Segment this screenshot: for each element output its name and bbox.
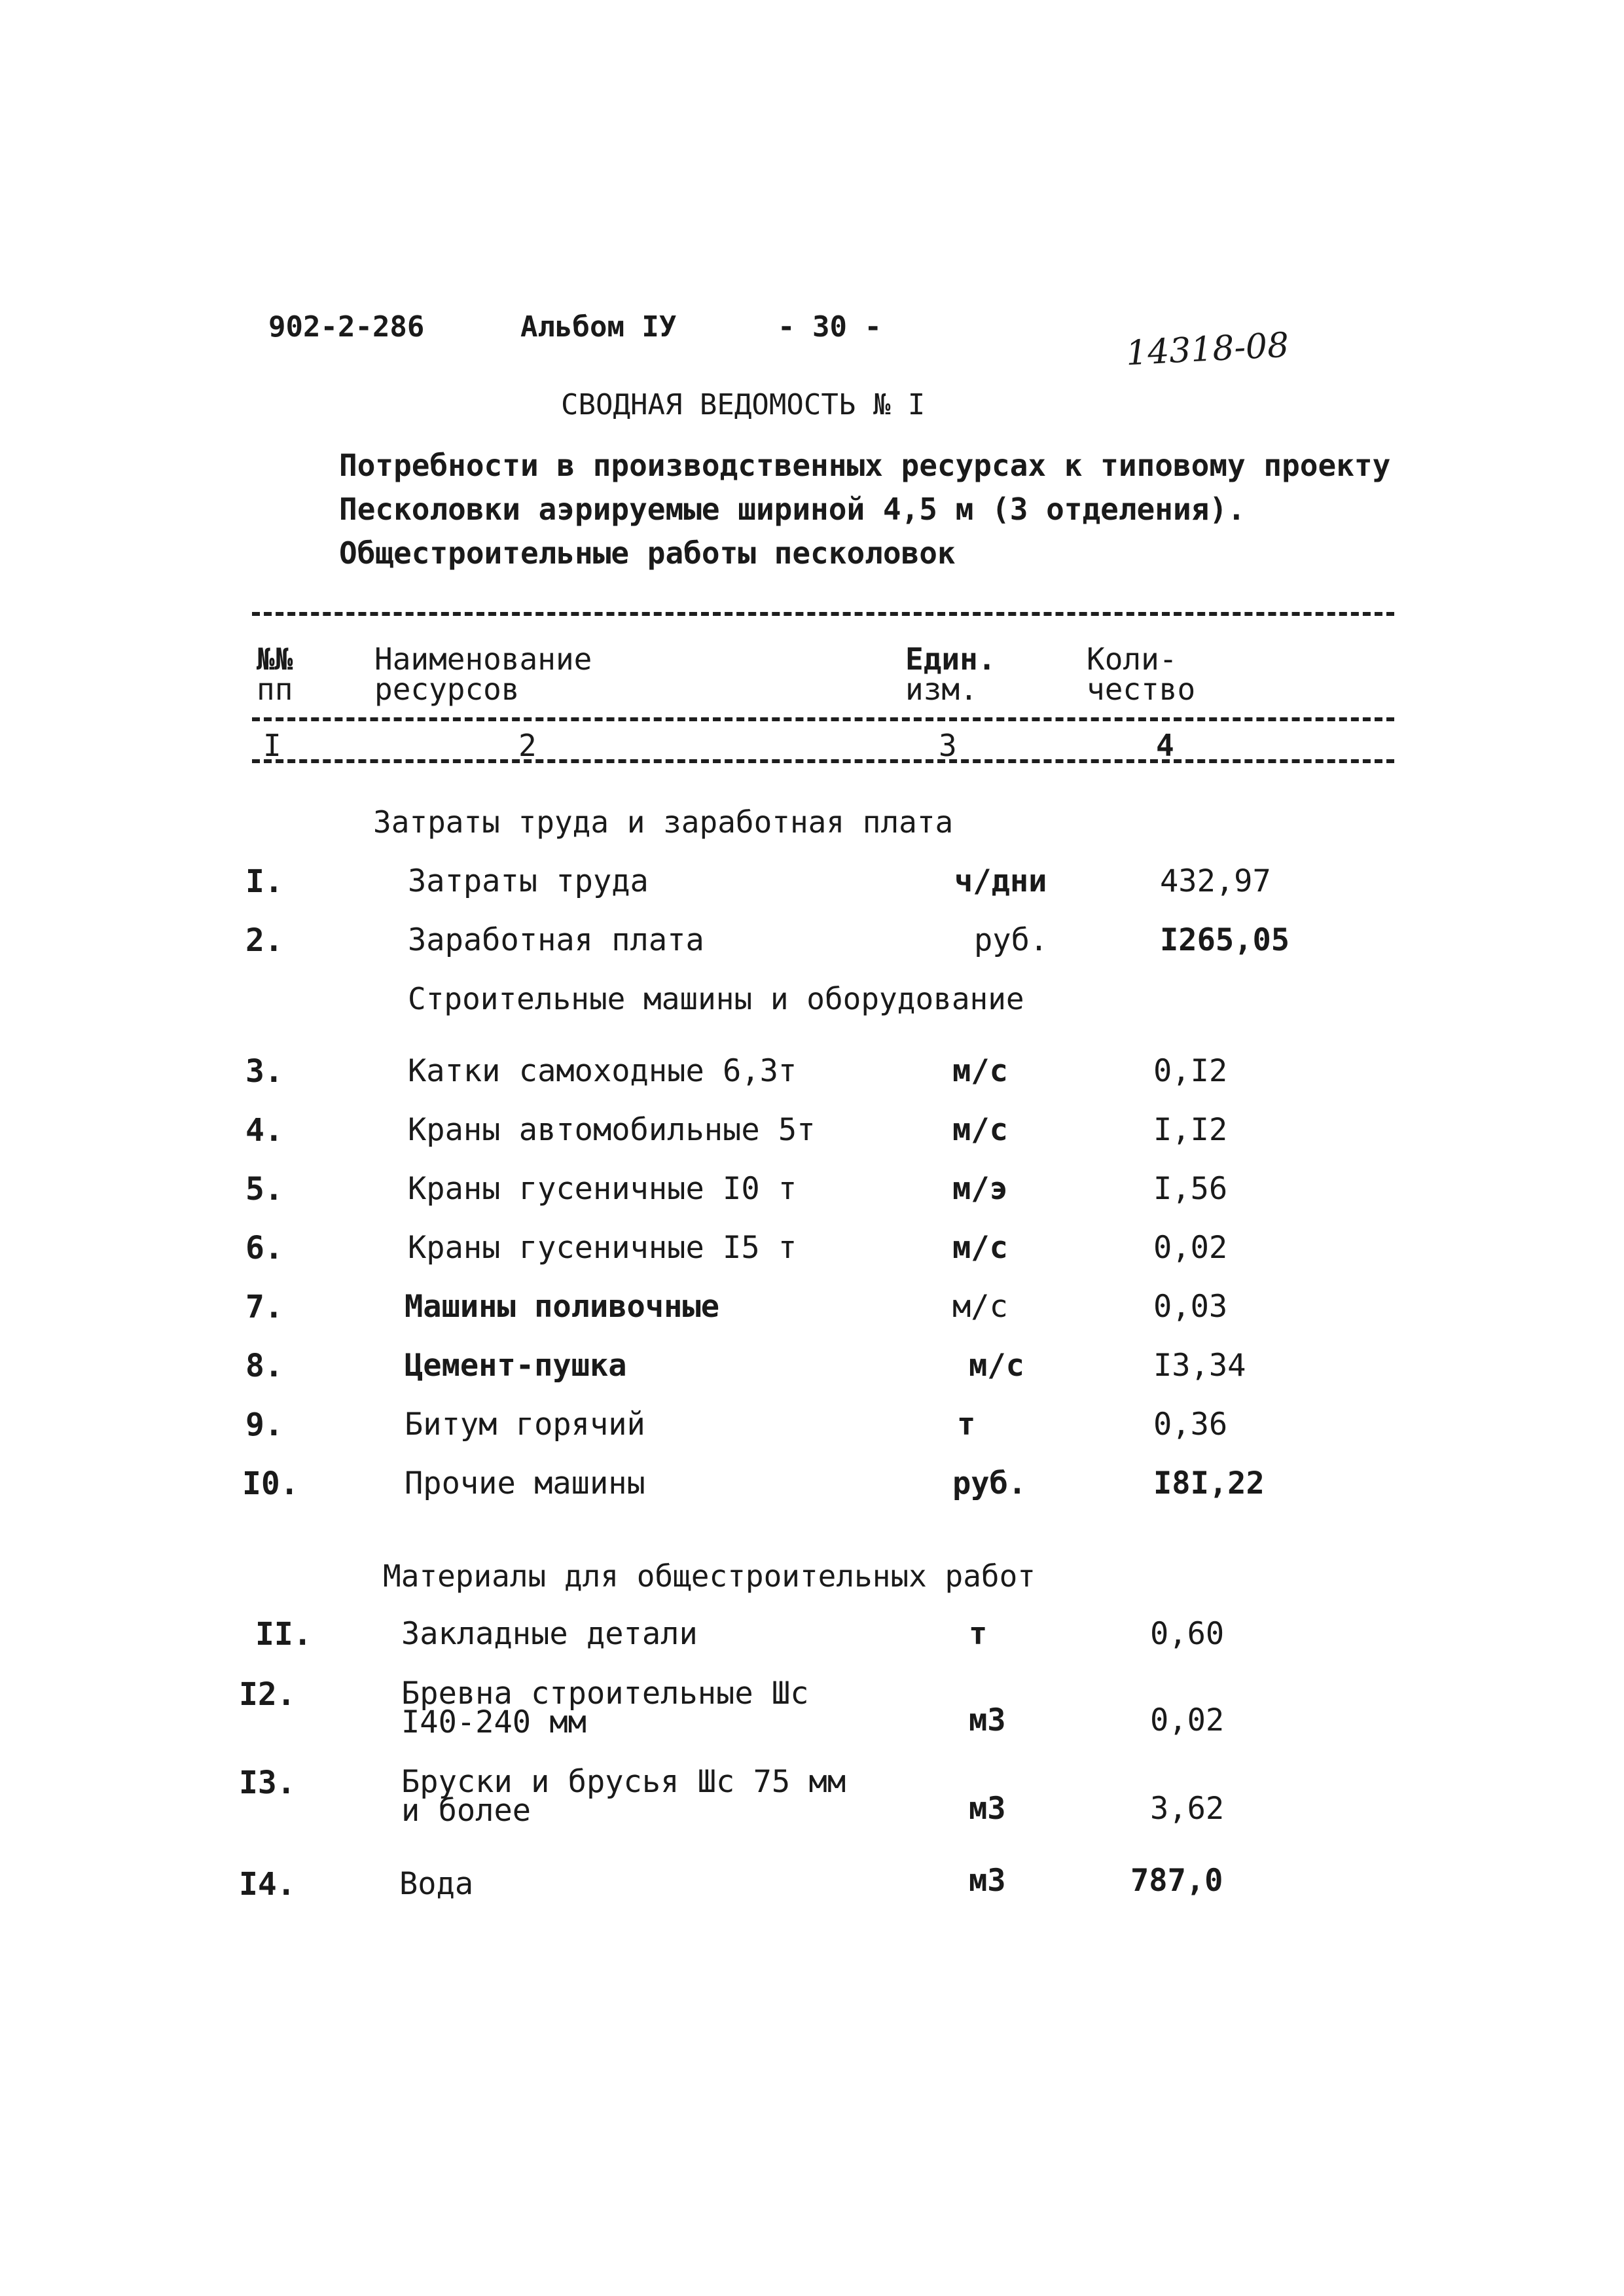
row-unit: ч/дни — [954, 863, 1047, 899]
column-number-1: I — [263, 728, 281, 763]
row-number: 7. — [245, 1289, 283, 1325]
row-quantity: 0,02 — [1153, 1230, 1228, 1266]
row-name: Краны гусеничные I0 т — [408, 1171, 797, 1207]
row-quantity: I265,05 — [1160, 922, 1290, 958]
section-title-materials: Материалы для общестроительных работ — [383, 1558, 1036, 1594]
row-number: I0. — [242, 1465, 299, 1502]
header-qty-line-2: чество — [1087, 672, 1196, 707]
row-number: 2. — [245, 922, 283, 959]
row-name: Битум горячий — [405, 1407, 645, 1443]
row-number: I. — [245, 863, 283, 900]
row-quantity: I3,34 — [1153, 1348, 1246, 1384]
column-number-2: 2 — [518, 728, 537, 763]
row-name: Закладные детали — [401, 1616, 698, 1652]
column-number-3: 3 — [939, 728, 957, 763]
row-number: 4. — [245, 1112, 283, 1149]
column-number-4: 4 — [1156, 728, 1174, 763]
document-code: 902-2-286 — [268, 310, 425, 344]
row-name: Машины поливочные — [405, 1289, 720, 1325]
row-number: I3. — [239, 1765, 296, 1801]
section-title-machines: Строительные машины и оборудование — [408, 981, 1024, 1016]
row-quantity: 432,97 — [1160, 863, 1271, 899]
row-unit: м/с — [969, 1348, 1024, 1384]
row-number: 3. — [245, 1053, 283, 1090]
album-label: Альбом IУ — [520, 310, 677, 344]
table-top-rule — [252, 612, 1394, 616]
row-number: II. — [255, 1616, 312, 1653]
row-quantity: 0,03 — [1153, 1289, 1228, 1325]
row-number: 8. — [245, 1348, 283, 1384]
document-title: СВОДНАЯ ВЕДОМОСТЬ № I — [561, 388, 926, 422]
row-quantity: I,I2 — [1153, 1112, 1228, 1148]
row-unit: руб. — [974, 922, 1049, 958]
row-number: I4. — [239, 1866, 296, 1903]
row-quantity: 0,I2 — [1153, 1053, 1228, 1089]
description-line-2: Песколовки аэрируемые шириной 4,5 м (3 отделения). — [339, 492, 1246, 527]
row-name: Затраты труда — [408, 863, 649, 899]
row-name-line-1: Бруски и брусья Шс 75 мм — [401, 1764, 846, 1800]
header-bottom-rule — [252, 717, 1394, 721]
row-unit: руб. — [952, 1465, 1027, 1501]
row-unit: м3 — [969, 1863, 1006, 1899]
row-name: Цемент-пушка — [405, 1348, 627, 1384]
row-name: Вода — [399, 1866, 474, 1902]
description-line-1: Потребности в производственных ресурсах к типовому проекту — [339, 448, 1391, 483]
row-quantity: 0,36 — [1153, 1407, 1228, 1443]
row-name: Прочие машины — [405, 1465, 645, 1501]
row-unit: м/с — [952, 1112, 1008, 1148]
header-num-line-2: пп — [257, 672, 293, 707]
row-quantity: 0,60 — [1150, 1616, 1225, 1652]
row-name: Краны автомобильные 5т — [408, 1112, 816, 1148]
row-unit: м3 — [969, 1791, 1006, 1827]
header-name-line-1: Наименование — [374, 641, 592, 677]
row-number: 5. — [245, 1171, 283, 1208]
row-name: Краны гусеничные I5 т — [408, 1230, 797, 1266]
header-name-line-2: ресурсов — [374, 672, 520, 707]
row-number: 9. — [245, 1407, 283, 1443]
header-unit-line-1: Един. — [905, 641, 996, 677]
header-num-line-1: №№ — [257, 641, 293, 677]
row-quantity: 787,0 — [1130, 1863, 1223, 1899]
row-name-line-2: и более — [401, 1793, 532, 1829]
section-title-labor: Затраты труда и заработная плата — [373, 804, 954, 840]
row-unit: м/с — [952, 1053, 1008, 1089]
row-quantity: 3,62 — [1150, 1791, 1225, 1827]
header-qty-line-1: Коли- — [1087, 641, 1178, 677]
row-unit: м/э — [952, 1171, 1008, 1207]
row-quantity: 0,02 — [1150, 1702, 1225, 1738]
row-number: 6. — [245, 1230, 283, 1266]
row-unit: т — [957, 1407, 976, 1443]
row-name-line-2: I40-240 мм — [401, 1704, 586, 1740]
handwritten-number: 14318-08 — [1125, 325, 1290, 374]
row-quantity: I,56 — [1153, 1171, 1228, 1207]
header-unit-line-2: изм. — [905, 672, 978, 707]
row-number: I2. — [239, 1676, 296, 1713]
page-number: - 30 - — [778, 310, 882, 344]
column-numbers-rule — [252, 759, 1394, 763]
description-line-3: Общестроительные работы песколовок — [339, 535, 956, 571]
row-unit: м/с — [952, 1230, 1008, 1266]
row-unit: м/с — [952, 1289, 1008, 1325]
row-quantity: I8I,22 — [1153, 1465, 1265, 1501]
row-unit: м3 — [969, 1702, 1006, 1738]
row-name: Катки самоходные 6,3т — [408, 1053, 797, 1089]
row-name: Заработная плата — [408, 922, 704, 958]
row-unit: т — [969, 1616, 988, 1652]
row-name-line-1: Бревна строительные Шс — [401, 1676, 809, 1712]
